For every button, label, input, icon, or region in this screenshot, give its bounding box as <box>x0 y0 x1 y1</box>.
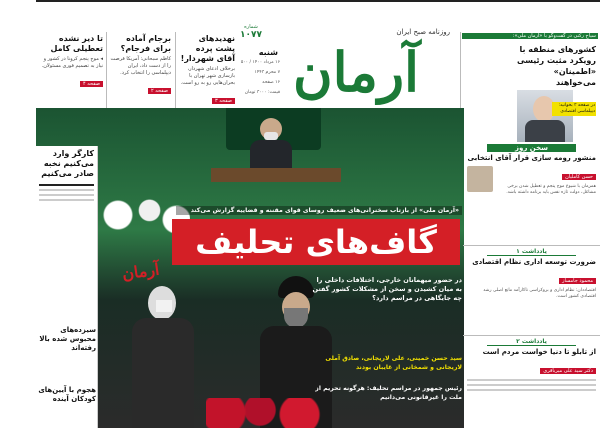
column-3-tag: صفحه ۴ <box>80 81 103 87</box>
column-3-title: تا دیر نشده تعطیلی کامل <box>50 34 103 53</box>
main-headline: گاف‌های تحلیف <box>195 223 437 261</box>
top-right-caption: در صفحه ۳ بخوانید: دیپلماسی اقتصادی <box>552 102 596 116</box>
masthead-date-2: ۷ محرم ۱۴۴۳ <box>254 70 280 75</box>
issue-badge <box>236 24 266 54</box>
column-2-text: کاظم سبحانی: آمریکا فرصت را از دست داد، ایران دیپلماسی را انتخاب کرد. <box>110 56 171 76</box>
top-strip <box>0 0 600 2</box>
masthead-weekday: شنبه <box>258 48 278 57</box>
top-strip-label: سیاح رکنی در گفت‌وگو با «آرمان ملی»: <box>462 33 598 39</box>
issue-label: شماره <box>244 24 258 30</box>
sidebar-section-1 <box>463 142 600 246</box>
portrait-photo <box>517 90 573 142</box>
top-right-title: کشورهای منطقه با رویکرد مثبت رئیسی «اطمینان» می‌خواهند <box>517 45 596 87</box>
sidebar-story-1-author: حسن کاملیان <box>562 174 596 180</box>
sidebar-story-1-text: همزمان با شیوع موج پنجم و تعطیل شدن برخی مشاغل، دولت تازه نفس باید برنامه داشته باشد. <box>506 184 596 195</box>
sidebar-section-2-label: یادداشت ۱ <box>487 248 576 256</box>
column-1-text: برخلاف ادعای شهردار، بازسازی شهر تهران با بحران‌هایی رو به رو است. <box>180 66 235 86</box>
left-headline-2: سیزده‌های محبوس شده بالا رفته‌اند <box>39 326 96 352</box>
left-edge-margin <box>0 0 36 428</box>
column-1-tag: صفحه ۳ <box>212 98 235 104</box>
sidebar-section-3-label: یادداشت ۲ <box>487 338 576 346</box>
figure-left <box>128 278 198 428</box>
sidebar-story-3-author: دکتر سید علی میرباقری <box>540 368 596 374</box>
column-3-text: ◂ موج پنجم کرونا در کشور و نیاز به تصمیم فوری مسئولان. <box>41 56 103 69</box>
stamp-watermark: آرمان <box>120 259 161 284</box>
sidebar-story-2-text: اقتصاددان: نظام اداری و بروکراسی ناکارآمد مانع اصلی رشد اقتصادی کشور است. <box>483 288 596 299</box>
left-headline-3: هجوم با آیین‌های کودکان آینده <box>38 386 96 403</box>
main-kicker: «آرمان ملی» از بازتاب سخنرانی‌های ضعیف روسای قوای مقننه و قضاییه گزارش می‌کند <box>176 206 462 215</box>
sidebar-story-3-title: از تابلو تا دنیا خواست مردم است <box>482 348 596 356</box>
sidebar-story-1-photo <box>467 166 493 192</box>
masthead-date-1: ۱۶ مرداد ۱۴۰۰ / ۵۰۰ <box>240 60 280 65</box>
left-headline-1: کارگر وارد می‌کنیم نخبه صادر می‌کنیم <box>41 149 94 178</box>
masthead-date-4: قیمت: ۳۰۰۰ تومان <box>244 90 280 95</box>
main-body-text: در حضور میهمانان خارجی، اختلافات داخلی را به میان کشیدن و سخن از مشکلات کشور گفتن چه جایگاهی در مراسم دارد؟ <box>312 276 462 302</box>
column-1-title: نهدیدهای پشت پرده آقای شهردار! <box>180 34 235 63</box>
sidebar-story-1-title: منشور رومه سازی قرار آقای انتخابی <box>467 154 596 162</box>
issue-number: ۱۰۷۷ <box>240 30 262 40</box>
sidebar-section-3 <box>463 336 600 428</box>
sidebar-section-1-label: سخن روز <box>487 144 576 152</box>
column-2-tag: صفحه ۲ <box>148 88 171 94</box>
main-quote-1: سید حسن خمینی، علی لاریجانی، صادق آملی لاریجانی و شمخانی از غایبان بودند <box>325 355 462 371</box>
sidebar-story-2-author: محمود جامساز <box>559 278 596 284</box>
left-column <box>36 146 98 428</box>
masthead-subtitle: روزنامه صبح ایران <box>396 28 450 36</box>
sidebar-section-2 <box>463 246 600 336</box>
main-photo <box>36 108 464 428</box>
main-headline-banner <box>172 219 460 265</box>
sidebar-story-2-title: ضرورت توسعه اداری نظام اقتصادی <box>472 258 596 266</box>
masthead-logo-text: آرمان <box>292 40 420 104</box>
column-2-title: برجام آماده برای فرجام؟ <box>120 34 171 53</box>
main-quote-2: رئیس جمهور در مراسم تحلیف: هرگونه تحریم از ملت را غیرقانونی می‌دانیم <box>315 385 462 401</box>
top-right-story <box>460 32 600 142</box>
masthead-date-3: ۱۶ صفحه <box>262 80 280 85</box>
